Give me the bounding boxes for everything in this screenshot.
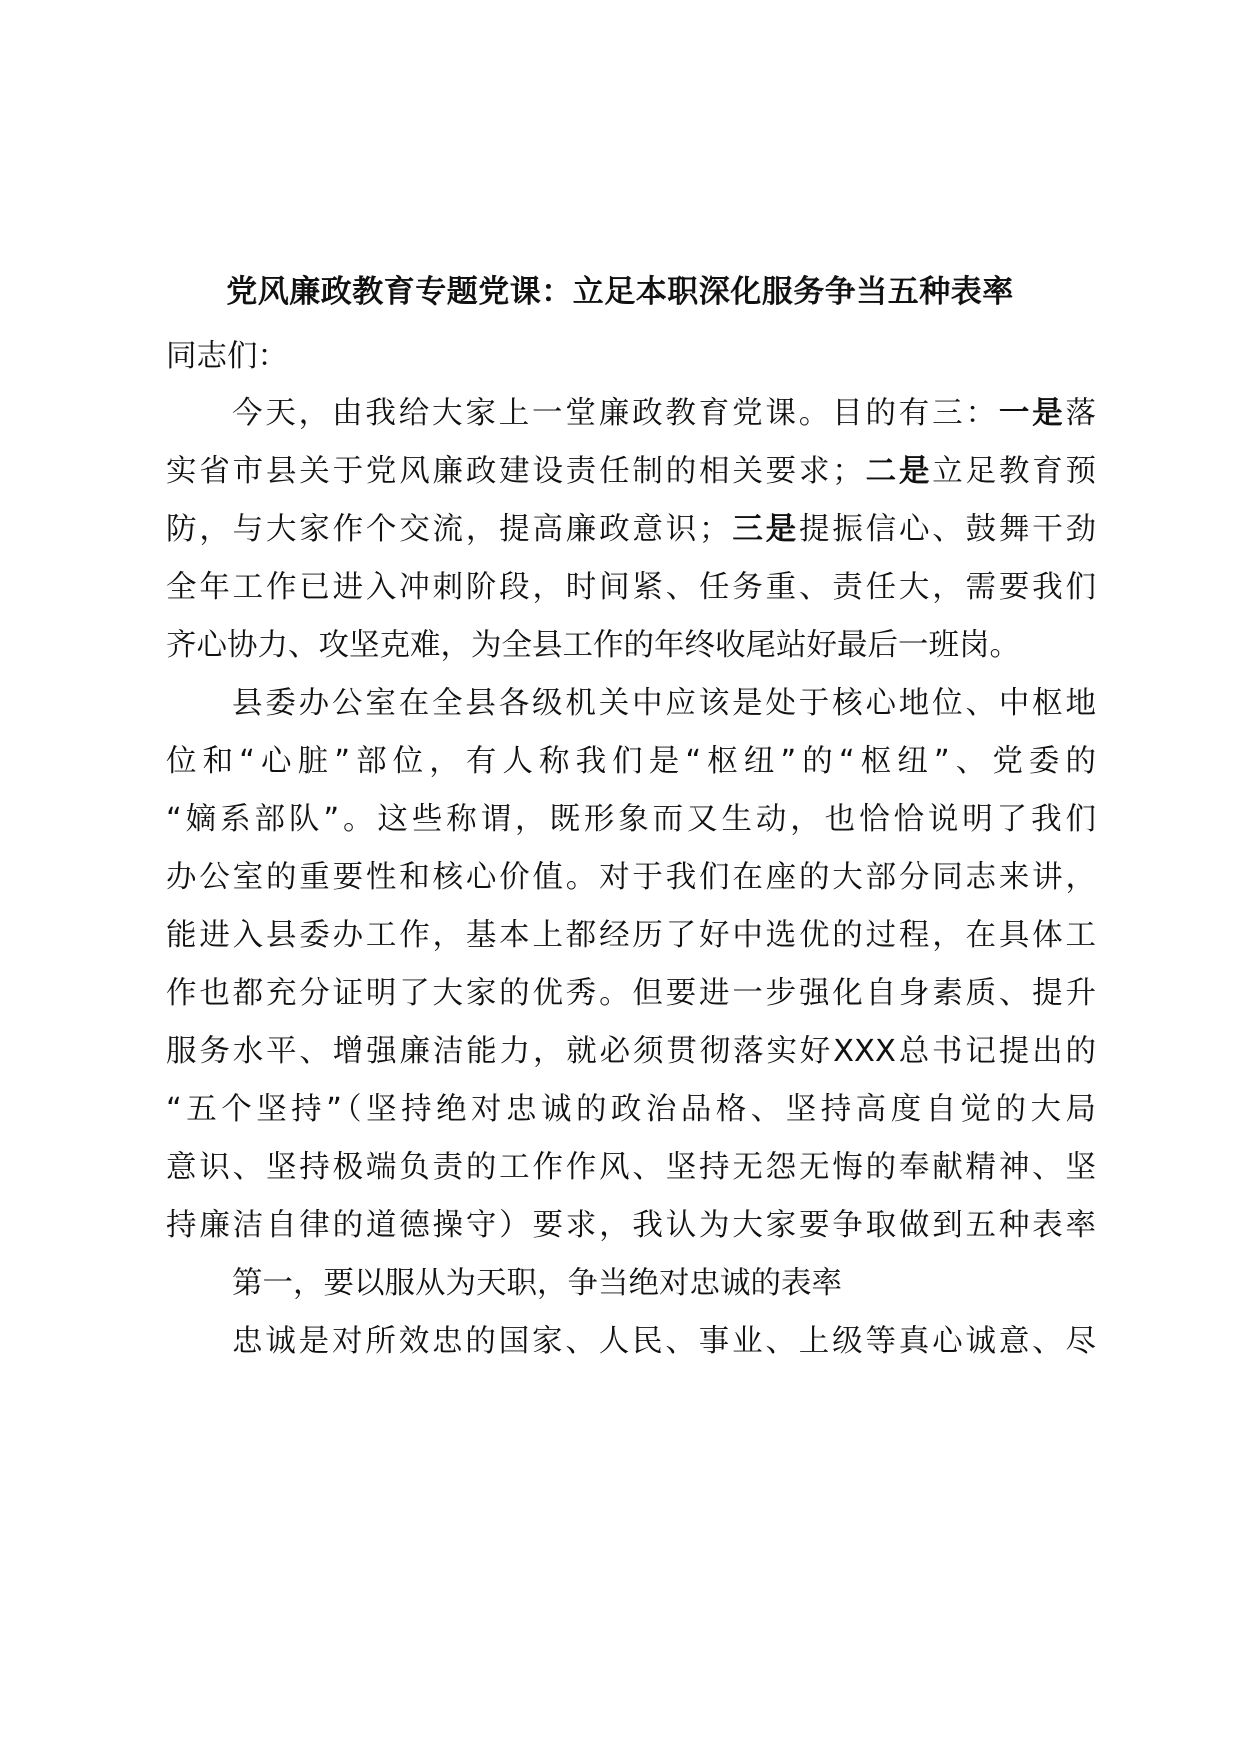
bold-text: 一是 — [998, 396, 1066, 431]
body-line — [166, 510, 1096, 550]
document-title: 党风廉政教育专题党课：立足本职深化服务争当五种表率 — [226, 274, 1014, 310]
text-run: 持廉洁自律的道德操守）要求，我认为大家要争取做到五种表率 — [166, 1208, 1096, 1243]
text-run: 意识、坚持极端负责的工作作风、坚持无怨无悔的奉献精神、坚 — [166, 1150, 1096, 1185]
bold-text: 三是 — [729, 512, 799, 547]
body-line — [232, 1322, 1096, 1362]
salutation: 同志们： — [166, 339, 288, 374]
body-line — [166, 1206, 1096, 1246]
text-run: 实省市县关于党风廉政建设责任制的相关要求； — [166, 454, 863, 489]
text-run: 齐心协力、攻坚克难，为全县工作的年终收尾站好最后一班岗。 — [166, 628, 1020, 663]
body-line — [166, 974, 1096, 1014]
body-line — [232, 1264, 1096, 1304]
text-run: 县委办公室在全县各级机关中应该是处于核心地位、中枢地 — [232, 686, 1096, 721]
body-line — [166, 858, 1096, 898]
body-line — [166, 742, 1096, 782]
text-run: 能进入县委办工作，基本上都经历了好中选优的过程，在具体工 — [166, 918, 1096, 953]
body-line — [166, 626, 1096, 666]
text-run: 忠诚是对所效忠的国家、人民、事业、上级等真心诚意、尽 — [232, 1324, 1096, 1359]
body-line — [166, 452, 1096, 492]
text-run: 防，与大家作个交流，提高廉政意识； — [166, 512, 730, 547]
text-run: 提振信心、鼓舞干劲 — [799, 512, 1097, 547]
text-run: 第一，要以服从为天职，争当绝对忠诚的表率 — [232, 1266, 842, 1301]
body-line — [166, 1032, 1096, 1072]
text-run: “五个坚持”（坚持绝对忠诚的政治品格、坚持高度自觉的大局 — [166, 1092, 1096, 1127]
body-line — [232, 684, 1096, 724]
text-run: 作也都充分证明了大家的优秀。但要进一步强化自身素质、提升 — [166, 976, 1096, 1011]
body-line — [166, 1148, 1096, 1188]
text-run: 今天，由我给大家上一堂廉政教育党课。目的有三： — [232, 396, 999, 431]
body-line — [232, 394, 1096, 434]
text-run: 服务水平、增强廉洁能力，就必须贯彻落实好XXX总书记提出的 — [166, 1034, 1096, 1069]
bold-text: 二是 — [862, 454, 933, 489]
body-line — [166, 568, 1096, 608]
text-run: 立足教育预 — [932, 454, 1097, 489]
text-run: 位和“心脏”部位，有人称我们是“枢纽”的“枢纽”、党委的 — [166, 744, 1096, 779]
text-run: “嫡系部队”。这些称谓，既形象而又生动，也恰恰说明了我们 — [166, 802, 1096, 837]
text-run: 全年工作已进入冲刺阶段，时间紧、任务重、责任大，需要我们 — [166, 570, 1096, 605]
body-line — [166, 1090, 1096, 1130]
body-line — [166, 800, 1096, 840]
text-run: 落 — [1065, 396, 1097, 431]
text-run: 办公室的重要性和核心价值。对于我们在座的大部分同志来讲， — [166, 860, 1096, 895]
body-line — [166, 916, 1096, 956]
